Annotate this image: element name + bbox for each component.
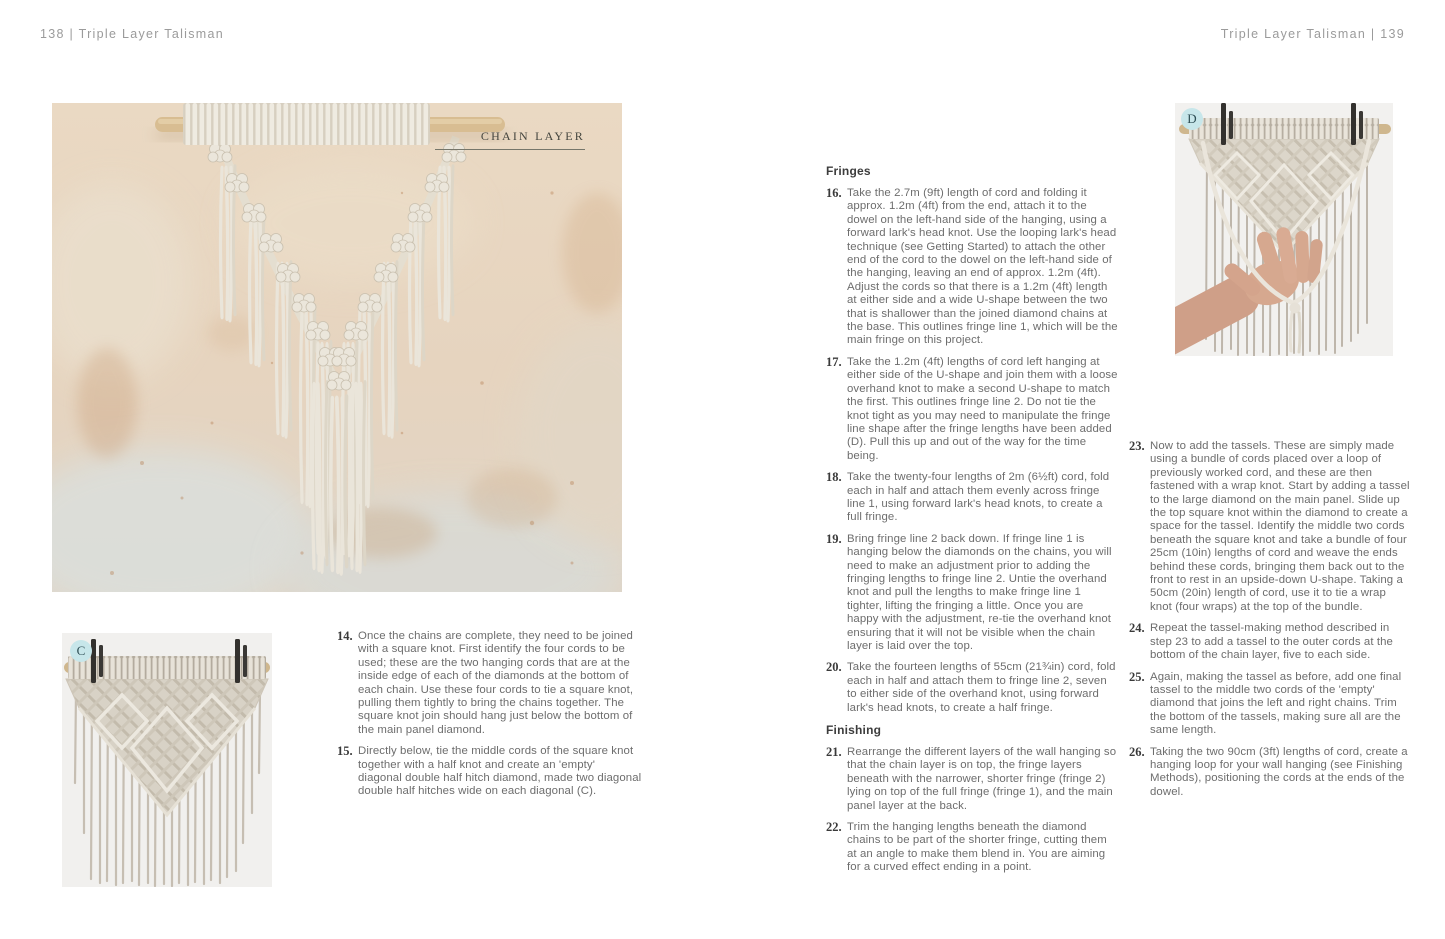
step-25	[1129, 671, 1411, 738]
steps-column-left	[337, 630, 642, 807]
photo-d-badge: D	[1181, 108, 1203, 130]
photo-c-illustration	[62, 633, 272, 887]
dowel-cord-wraps	[1189, 118, 1379, 139]
step-16	[826, 187, 1118, 348]
page-number-header-left: 138 | Triple Layer Talisman	[40, 27, 225, 41]
steps-column-right	[1129, 440, 1411, 807]
chain-layer-illustration	[52, 103, 622, 592]
step-17	[826, 356, 1118, 463]
step-18	[826, 471, 1118, 525]
steps-column-center	[826, 164, 1118, 883]
step-23	[1129, 440, 1411, 614]
step-text: Take the 1.2m (4ft) lengths of cord left hanging at either side of the U-shape and join them with a loose overhand knot to make a second U-shape to match the first. This outlines fringe line 2. Do not tie the knot tight as you may need to manipulate the fringe line shape after the fringe lengths have been added (D). Pull this up and out of the way for the time being.	[847, 355, 1118, 462]
step-14	[337, 630, 642, 737]
dowel-cord-wraps	[183, 103, 430, 145]
step-21	[826, 746, 1118, 813]
step-number: 15.	[337, 744, 353, 759]
step-text: Rearrange the different layers of the wall hanging so that the chain layer is on top, the fringe layers beneath with the narrower, shorter fringe (fringe 2) lying on top of the full fringe (fringe 1), and the main panel layer at the back.	[847, 746, 1117, 812]
step-number: 14.	[337, 629, 353, 643]
step-number: 23.	[1129, 439, 1145, 453]
step-number: 18.	[826, 470, 842, 485]
step-number: 20.	[826, 660, 842, 675]
step-text: Repeat the tassel-making method described in step 23 to add a tassel to the outer cords at the bottom of the chain layer, five to each side.	[1150, 622, 1393, 662]
step-text: Take the fourteen lengths of 55cm (21¾in) cord, fold each in half and attach them to fringe line 2, seven to either side of the overhand knot, using forward lark's head knots, to create a half fringe.	[847, 661, 1116, 714]
step-number: 19.	[826, 531, 842, 546]
photo-d-illustration	[1175, 103, 1393, 356]
step-text: Now to add the tassels. These are simply made using a bundle of cords placed over a loop of previously worked cord, and these are then fastened with a wrap knot. Start by adding a tassel to the large diamond on the main panel. Slide up the top square knot within the diamond to create a space for the tassel. Identify the middle two cords beneath the square knot and take a bundle of four 25cm (10in) lengths of cord and weave the ends behind these cords, bringing them back out to the front to rest in an upside-down U-shape. Taking a 50cm (20in) length of cord, use it to tie a wrap knot (four wraps) at the top of the bundle.	[1150, 440, 1410, 613]
step-number: 17.	[826, 354, 842, 369]
step-19	[826, 533, 1118, 654]
page-number-header-right: Triple Layer Talisman | 139	[1220, 27, 1405, 41]
step-15	[337, 745, 642, 799]
photo-c-badge: C	[70, 640, 92, 662]
section-heading-fringes: Fringes	[826, 164, 871, 178]
section-heading-finishing: Finishing	[826, 723, 882, 738]
step-number: 21.	[826, 745, 842, 760]
photo-d-fringe-line-hand	[1175, 103, 1393, 356]
step-text: Take the 2.7m (9ft) length of cord and folding it approx. 1.2m (4ft) from the end, attach it to the dowel on the left-hand side of the hanging, using a forward lark's head knot. Use the looping lark's head technique (see Getting Started) to attach the other end of the cord to the dowel on the left-hand side of the hanging, leaving an end of approx. 1.2m (4ft). Adjust the cords so that there is a 1.2m (4ft) length at either side and a wide U-shape between the two that is shallower than the joined diamond chains at the base. This outlines fringe line 1, which will be the main fringe on this project.	[847, 187, 1118, 347]
step-number: 25.	[1129, 669, 1145, 684]
chain-layer-caption: CHAIN LAYER	[435, 129, 585, 150]
photo-chain-layer	[52, 103, 622, 592]
step-number: 22.	[826, 820, 842, 835]
step-text: Again, making the tassel as before, add one final tassel to the middle two cords of the 'empty' diamond that joins the left and right chains. Trim the bottom of the tassels, making sure all are the same length.	[1150, 670, 1402, 737]
step-number: 16.	[826, 186, 842, 200]
step-text: Directly below, tie the middle cords of the square knot together with a half knot and create an 'empty' diagonal double half hitch diamond, made two diagonal double half hitches wide on each diagonal (C).	[358, 745, 642, 798]
step-text: Taking the two 90cm (3ft) lengths of cord, create a hanging loop for your wall hanging (see Finishing Methods), positioning the cords at the ends of the dowel.	[1150, 745, 1408, 798]
step-24	[1129, 622, 1411, 662]
step-number: 24.	[1129, 621, 1145, 636]
step-20	[826, 661, 1118, 715]
photo-c-diamond-join	[62, 633, 272, 887]
step-text: Once the chains are complete, they need to be joined with a square knot. First identify the four cords to be used; these are the two hanging cords that are at the inside edge of each of the diamonds at the bottom of each chain. Use these four cords to tie a square knot, pulling them tightly to bring the chains together. The square knot join should hang just below the bottom of the main panel diamond.	[358, 630, 634, 736]
step-text: Take the twenty-four lengths of 2m (6½ft) cord, fold each in half and attach them evenly across fringe line 1, using forward lark's head knots, to create a full fringe.	[847, 471, 1110, 524]
step-text: Bring fringe line 2 back down. If fringe line 1 is hanging below the diamonds on the chains, you will need to make an adjustment prior to adding the fringing lengths to fringe line 2. Untie the overhand knot and pull the lengths to make fringe line 1 tighter, lifting the fringing a little. Once you are happy with the adjustment, re-tie the overhand knot ensuring that it will not be visible when the chain layer is laid over the top.	[847, 532, 1112, 652]
step-26	[1129, 746, 1411, 800]
step-number: 26.	[1129, 744, 1145, 759]
step-22	[826, 821, 1118, 875]
step-text: Trim the hanging lengths beneath the diamond chains to be part of the shorter fringe, cutting them at an angle to make them blend in. You are aiming for a curved effect ending in a point.	[847, 821, 1107, 874]
